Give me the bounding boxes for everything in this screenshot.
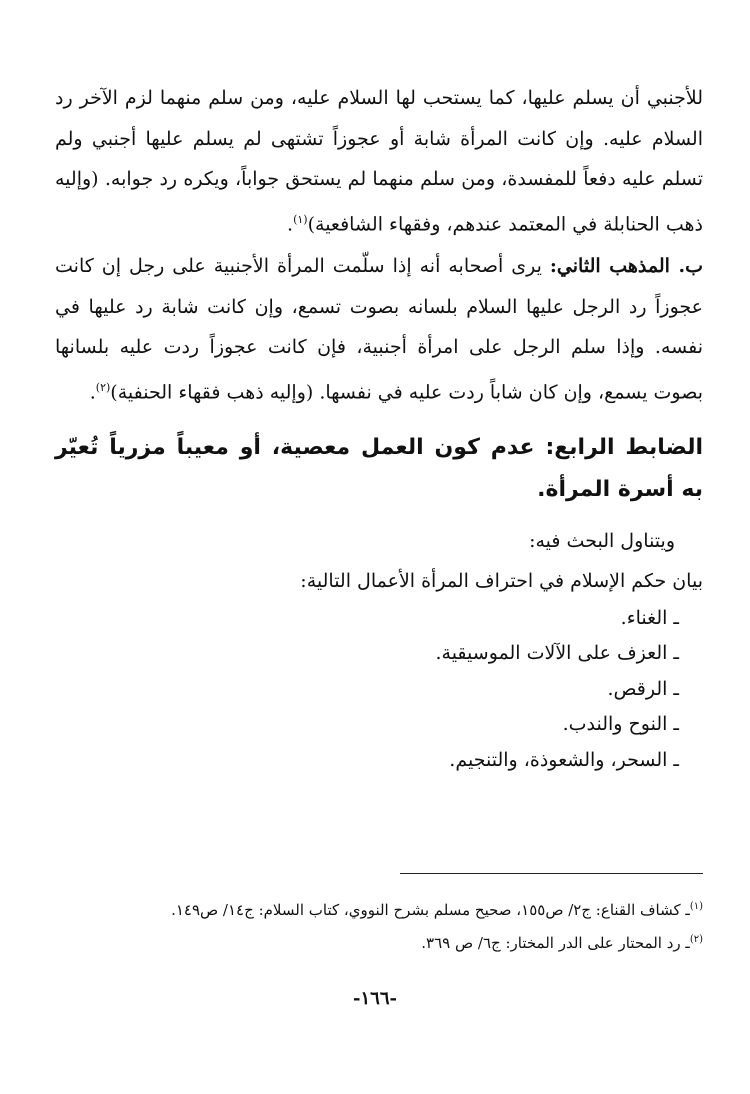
- footnote-1-text: ـ كشاف القناع: ج٢/ ص١٥٥، صحيح مسلم بشرح النووي، كتاب السلام: ج١٤/ ص١٤٩.: [171, 901, 690, 919]
- section-heading: الضابط الرابع: عدم كون العمل معصية، أو معيباً مزرياً تُعيّر به أسرة المرأة.: [55, 434, 703, 502]
- footnote-divider: [400, 873, 703, 874]
- footnote-ref-2[interactable]: (٢): [95, 380, 111, 394]
- list-item: ـ السحر، والشعوذة، والتنجيم.: [449, 748, 679, 771]
- footnote-ref-1[interactable]: (١): [293, 212, 308, 226]
- footnote-1-number: (١): [689, 901, 703, 912]
- paragraph-1: للأجنبي أن يسلم عليها، كما يستحب لها السلام عليه، ومن سلم منهما لزم الآخر رد السلام عليه. وإن كانت المرأة شابة أو عجوزاً تشتهى لم يسلم عليها أجنبي ولم تسلم عليه دفعاً للمفسدة، ومن سلم منهما لم يستحق جواباً، ويكره رد جوابه. (وإليه ذهب الحنابلة في المعتمد عندهم، وفقهاء الشافعية)$^{(١)}$.: [55, 87, 703, 235]
- footnote-2-number: (٢): [689, 934, 703, 945]
- paragraph-2: [55, 246, 703, 412]
- list-item: ـ الرقص.: [607, 677, 679, 700]
- footnotes: [55, 892, 703, 958]
- paragraph-1-text: للأجنبي أن يسلم عليها، كما يستحب لها السلام عليه، ومن سلم منهما لزم الآخر رد السلام عليه. وإن كانت المرأة شابة أو عجوزاً تشتهى لم يسلم عليها أجنبي ولم تسلم عليه دفعاً للمفسدة، ومن سلم منهما لم يستحق جواباً، ويكره رد جوابه. (وإليه ذهب الحنابلة في المعتمد عندهم، وفقهاء الشافعية): [55, 87, 703, 235]
- list-item: ـ النوح والندب.: [562, 713, 679, 736]
- page-body: [55, 78, 703, 778]
- list-item: ـ الغناء.: [620, 606, 679, 629]
- list-item: ـ العزف على الآلات الموسيقية.: [435, 642, 679, 665]
- paragraph-2-end: .: [89, 381, 96, 404]
- intro-line-1: ويتناول البحث فيه:: [529, 529, 675, 552]
- footnote-2: [55, 925, 703, 958]
- page-number: -١٦٦-: [353, 988, 397, 1009]
- paragraph-2-text: يرى أصحابه أنه إذا سلّمت المرأة الأجنبية على رجل إن كانت عجوزاً رد الرجل عليها السلام بلسانه بصوت تسمع، وإن كانت شابة رد عليها في نفسه. وإذا سلم الرجل على امرأة أجنبية، فإن كانت عجوزاً ردت عليه بلسانها بصوت يسمع، وإن كان شاباً ردت عليه في نفسها. (وإليه ذهب فقهاء الحنفية): [55, 255, 703, 404]
- footnote-1: [55, 892, 703, 925]
- intro-line-2: بيان حكم الإسلام في احتراف المرأة الأعمال التالية:: [300, 569, 703, 592]
- work-list: [55, 601, 703, 779]
- footnote-2-text: ـ رد المحتار على الدر المختار: ج٦/ ص ٣٦٩.: [421, 934, 690, 952]
- paragraph-2-lead: ب. المذهب الثاني:: [549, 255, 703, 278]
